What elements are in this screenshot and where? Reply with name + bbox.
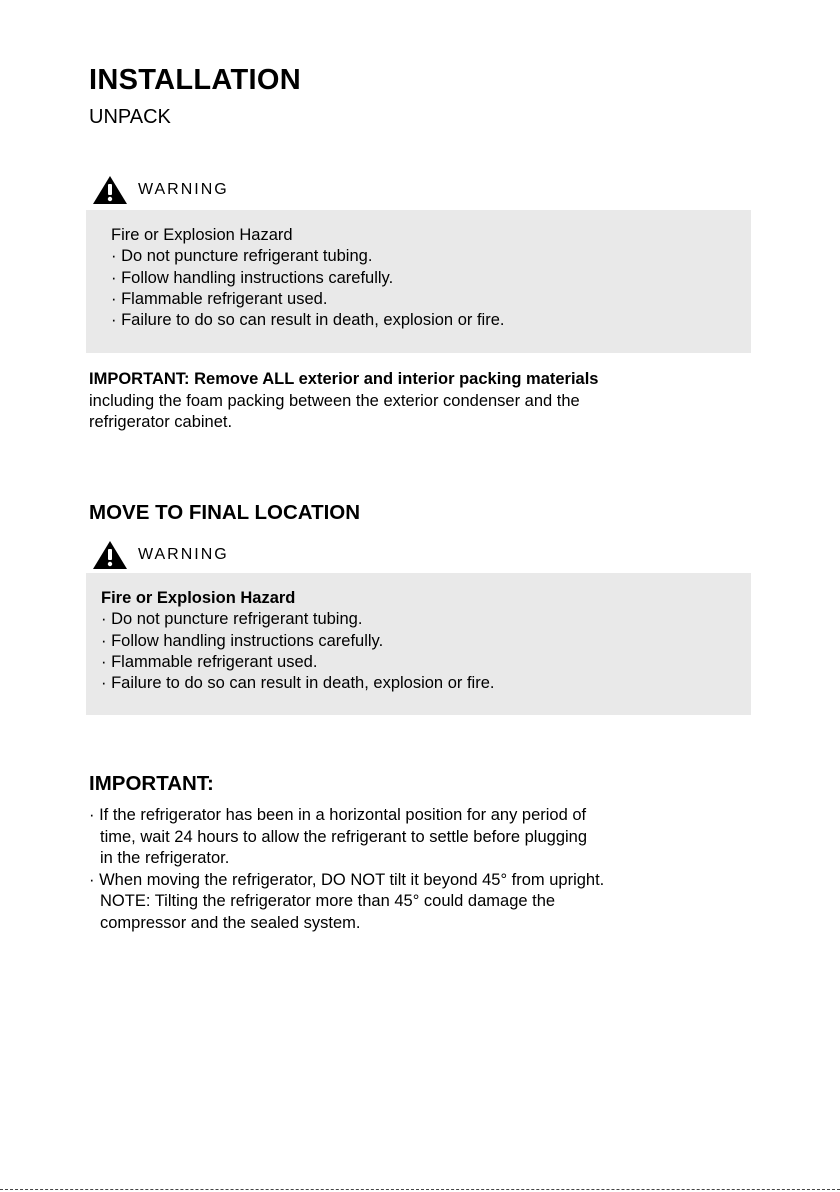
warning-triangle-icon: [92, 540, 128, 570]
warning-item: · Follow handling instructions carefully.: [101, 631, 384, 650]
important-item-continued: compressor and the sealed system.: [100, 913, 361, 932]
important-note-line: including the foam packing between the exterior condenser and the: [89, 391, 580, 410]
important-note: [89, 369, 729, 434]
important-item-continued: NOTE: Tilting the refrigerator more than 45° could damage the: [100, 892, 556, 911]
warning-triangle-icon: [92, 175, 128, 205]
important-list: [89, 805, 604, 935]
warning-item: · Failure to do so can result in death, explosion or fire.: [101, 674, 495, 693]
warning-box: [86, 210, 751, 353]
important-item-continued: in the refrigerator.: [100, 849, 230, 868]
important-item: · When moving the refrigerator, DO NOT tilt it beyond 45° from upright.: [89, 870, 605, 889]
warning-heading: [92, 540, 229, 570]
section-title-unpack: UNPACK: [89, 106, 171, 128]
page-title: INSTALLATION: [89, 64, 301, 96]
warning-item: · Do not puncture refrigerant tubing.: [101, 610, 363, 629]
section-title-move: MOVE TO FINAL LOCATION: [89, 501, 361, 524]
warning-label: WARNING: [138, 181, 229, 198]
warning-item: · Flammable refrigerant used.: [101, 652, 318, 671]
warning-item: · Flammable refrigerant used.: [111, 289, 328, 308]
warning-hazard-title: Fire or Explosion Hazard: [101, 589, 296, 607]
page-bottom-rule: [0, 1189, 840, 1190]
warning-box: [86, 573, 751, 715]
warning-item: · Failure to do so can result in death, explosion or fire.: [111, 311, 505, 330]
important-item-continued: time, wait 24 hours to allow the refrigerant to settle before plugging: [100, 827, 588, 846]
important-heading: IMPORTANT:: [89, 772, 214, 795]
important-note-line: refrigerator cabinet.: [89, 413, 233, 431]
warning-item: · Follow handling instructions carefully.: [111, 268, 394, 287]
warning-label: WARNING: [138, 546, 229, 563]
warning-heading: [92, 175, 229, 205]
important-note-heading: IMPORTANT: Remove ALL exterior and interior packing materials: [89, 370, 599, 388]
warning-item: · Do not puncture refrigerant tubing.: [111, 247, 373, 266]
important-item: · If the refrigerator has been in a horizontal position for any period of: [89, 806, 587, 824]
warning-hazard-title: Fire or Explosion Hazard: [111, 226, 293, 244]
